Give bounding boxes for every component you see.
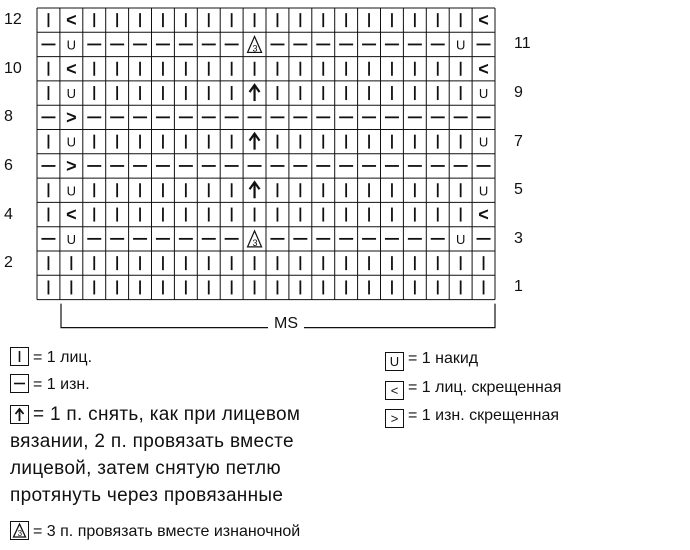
yarn-over-stitch: U xyxy=(66,37,77,53)
knit-twisted-icon: < xyxy=(385,381,404,400)
legend-decrease-line4: протянуть через провязанные xyxy=(10,485,284,506)
row-number: 4 xyxy=(4,205,13,223)
purl3tog-symbol-digit: 3 xyxy=(17,529,23,538)
yarn-over-stitch: U xyxy=(66,231,77,247)
ms-label: MS xyxy=(268,315,304,333)
yarn-over-stitch: U xyxy=(66,183,77,199)
knit-twisted-stitch: < xyxy=(66,10,77,31)
purl3tog-stitch xyxy=(248,36,262,53)
legend-decrease-line2: вязании, 2 п. провязать вместе xyxy=(10,431,294,452)
decrease-stitch xyxy=(250,85,260,101)
legend-purl3tog xyxy=(10,521,300,542)
purl-twisted-stitch: > xyxy=(66,107,77,128)
yarn-over-stitch: U xyxy=(66,86,77,102)
purl3tog-stitch xyxy=(248,231,262,248)
row-number: 2 xyxy=(4,254,13,272)
yarn-over-stitch: U xyxy=(478,134,489,150)
legend-purl-text: = 1 изн. xyxy=(33,376,90,393)
row-number: 12 xyxy=(4,11,22,29)
yarn-over-stitch: U xyxy=(455,231,466,247)
row-number: 1 xyxy=(514,278,523,296)
legend-yarn-over-text: = 1 накид xyxy=(408,350,479,367)
row-number: 9 xyxy=(514,84,523,102)
yarn-over-stitch: U xyxy=(478,183,489,199)
legend-decrease xyxy=(10,401,300,509)
row-number: 3 xyxy=(514,229,523,247)
purl-twisted-icon: > xyxy=(385,409,404,428)
legend-knit-twisted xyxy=(385,378,561,400)
legend-decrease-line3: лицевой, затем снятую петлю xyxy=(10,458,281,479)
row-number: 5 xyxy=(514,181,523,199)
svg-text:3: 3 xyxy=(252,43,258,54)
legend-knit-twisted-text: = 1 лиц. скрещенная xyxy=(408,379,562,396)
purl3tog-symbol-icon xyxy=(10,521,29,540)
row-number: 8 xyxy=(4,108,13,126)
knit-twisted-stitch: < xyxy=(478,204,489,225)
svg-text:3: 3 xyxy=(252,237,258,248)
legend-purl3tog-text: = 3 п. провязать вместе изнаночной xyxy=(33,523,301,540)
yarn-over-icon: U xyxy=(385,352,404,371)
knit-twisted-stitch: < xyxy=(66,204,77,225)
knit-twisted-stitch: < xyxy=(478,58,489,79)
decrease-arrow-icon xyxy=(10,405,29,424)
legend-knit xyxy=(10,347,92,368)
purl-twisted-stitch: > xyxy=(66,155,77,176)
yarn-over-stitch: U xyxy=(478,86,489,102)
row-number: 6 xyxy=(4,156,13,174)
decrease-stitch xyxy=(250,182,260,198)
row-number: 7 xyxy=(514,132,523,150)
row-number: 11 xyxy=(514,35,531,53)
purl-symbol-icon xyxy=(10,374,29,393)
legend-decrease-line1: = 1 п. снять, как при лицевом xyxy=(33,404,301,425)
yarn-over-stitch: U xyxy=(66,134,77,150)
decrease-stitch xyxy=(250,134,260,150)
knit-twisted-stitch: < xyxy=(66,58,77,79)
row-number: 10 xyxy=(4,59,22,77)
legend-purl xyxy=(10,374,90,395)
knit-twisted-stitch: < xyxy=(478,10,489,31)
yarn-over-stitch: U xyxy=(455,37,466,53)
knit-symbol-icon xyxy=(10,347,29,366)
legend-purl-twisted xyxy=(385,406,559,428)
legend-knit-text: = 1 лиц. xyxy=(33,349,93,366)
legend-yarn-over xyxy=(385,349,478,371)
legend-purl-twisted-text: = 1 изн. скрещенная xyxy=(408,407,560,424)
